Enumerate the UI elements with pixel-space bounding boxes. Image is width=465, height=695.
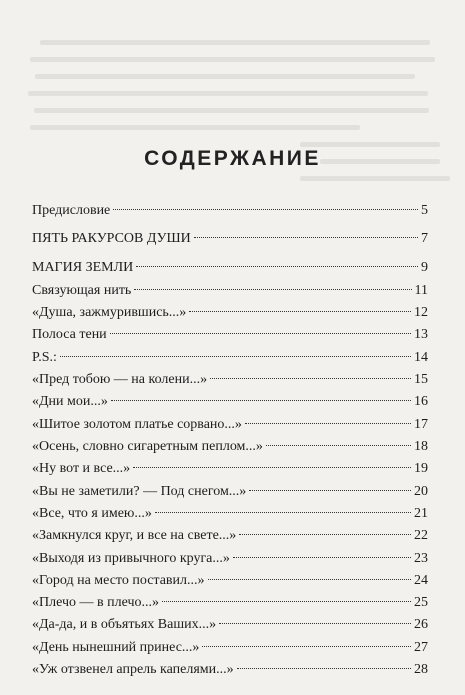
toc-entry-title: «День нынешний принес...» <box>32 640 200 655</box>
toc-entry-page: 7 <box>421 231 428 246</box>
toc-entry <box>32 550 428 568</box>
toc-entry-title: ПЯТЬ РАКУРСОВ ДУШИ <box>32 231 191 246</box>
dot-leader <box>237 668 411 669</box>
toc-entry <box>32 572 428 590</box>
toc-entry-title: «Все, что я имею...» <box>32 506 152 521</box>
toc-entry-page: 28 <box>414 662 428 677</box>
toc-entry <box>32 527 428 545</box>
toc-entry-page: 16 <box>414 394 428 409</box>
toc-entry-page: 15 <box>414 372 428 387</box>
toc-entry-title: «Пред тобою — на колени...» <box>32 372 208 387</box>
toc-entry-page: 26 <box>414 617 428 632</box>
toc-entry-title: «Замкнулся круг, и все на свете...» <box>32 528 237 543</box>
dot-leader <box>162 601 411 602</box>
toc-entry-page: 20 <box>414 484 428 499</box>
toc-entry <box>32 349 428 367</box>
dot-leader <box>210 378 411 379</box>
toc-entry-page: 25 <box>414 595 428 610</box>
toc-entry-title: «Вы не заметили? — Под снегом...» <box>32 484 247 499</box>
toc-entry-page: 11 <box>414 283 428 298</box>
toc-entry-page: 21 <box>414 506 428 521</box>
dot-leader <box>110 333 411 334</box>
toc-entry-title: «Выходя из привычного круга...» <box>32 551 230 566</box>
toc-entry <box>32 371 428 389</box>
toc-entry <box>32 416 428 434</box>
toc-entry-page: 12 <box>414 305 428 320</box>
toc-entry-title: «Душа, зажмурившись...» <box>32 305 187 320</box>
page-title: СОДЕРЖАНИЕ <box>144 147 321 170</box>
toc-entry <box>32 326 428 344</box>
toc-entry <box>32 202 428 220</box>
toc-entry-page: 23 <box>414 551 428 566</box>
toc-entry-page: 5 <box>421 203 428 218</box>
toc-entry-title: Полоса тени <box>32 327 107 342</box>
toc-entry <box>32 661 428 679</box>
toc-entry-page: 19 <box>414 461 428 476</box>
dot-leader <box>134 289 411 290</box>
toc-entry-page: 17 <box>414 417 428 432</box>
dot-leader <box>249 490 411 491</box>
dot-leader <box>60 356 411 357</box>
toc-entry <box>32 393 428 411</box>
toc-entry-page: 18 <box>414 439 428 454</box>
dot-leader <box>133 467 411 468</box>
toc-entry-title: «Плечо — в плечо...» <box>32 595 159 610</box>
dot-leader <box>155 512 411 513</box>
dot-leader <box>245 423 411 424</box>
toc-section <box>32 230 428 248</box>
dot-leader <box>136 266 418 267</box>
toc-entry-title: «Дни мои...» <box>32 394 108 409</box>
toc-entry <box>32 483 428 501</box>
toc-entry-title: Связующая нить <box>32 283 132 298</box>
dot-leader <box>239 534 411 535</box>
dot-leader <box>111 400 411 401</box>
toc-entry-title: МАГИЯ ЗЕМЛИ <box>32 260 134 275</box>
dot-leader <box>219 623 411 624</box>
toc-section <box>32 259 428 277</box>
toc-entry-title: «Город на место поставил...» <box>32 573 205 588</box>
toc-entry-title: «Шитое золотом платье сорвано...» <box>32 417 242 432</box>
toc-entry <box>32 438 428 456</box>
toc-entry <box>32 282 428 300</box>
dot-leader <box>189 311 411 312</box>
toc-entry <box>32 304 428 322</box>
toc-entry <box>32 505 428 523</box>
toc-entry-page: 13 <box>414 327 428 342</box>
toc-entry-title: «Ну вот и все...» <box>32 461 131 476</box>
toc-entry-title: Предисловие <box>32 203 111 218</box>
toc-entry <box>32 639 428 657</box>
dot-leader <box>266 445 411 446</box>
dot-leader <box>233 557 411 558</box>
toc-entry <box>32 594 428 612</box>
dot-leader <box>208 579 411 580</box>
toc-entry-page: 27 <box>414 640 428 655</box>
toc-entry-title: «Уж отзвенел апрель капелями...» <box>32 662 234 677</box>
toc-entry-page: 22 <box>414 528 428 543</box>
toc-entry-title: P.S.: <box>32 350 57 365</box>
dot-leader <box>113 209 418 210</box>
toc-entry <box>32 616 428 634</box>
toc-entry-page: 14 <box>414 350 428 365</box>
toc-entry-page: 9 <box>421 260 428 275</box>
dot-leader <box>202 646 411 647</box>
toc-entry-title: «Да-да, и в объятьях Ваших...» <box>32 617 217 632</box>
toc-entry-title: «Осень, словно сигаретным пеплом...» <box>32 439 263 454</box>
toc-entry <box>32 460 428 478</box>
dot-leader <box>194 237 418 238</box>
toc-entry-page: 24 <box>414 573 428 588</box>
